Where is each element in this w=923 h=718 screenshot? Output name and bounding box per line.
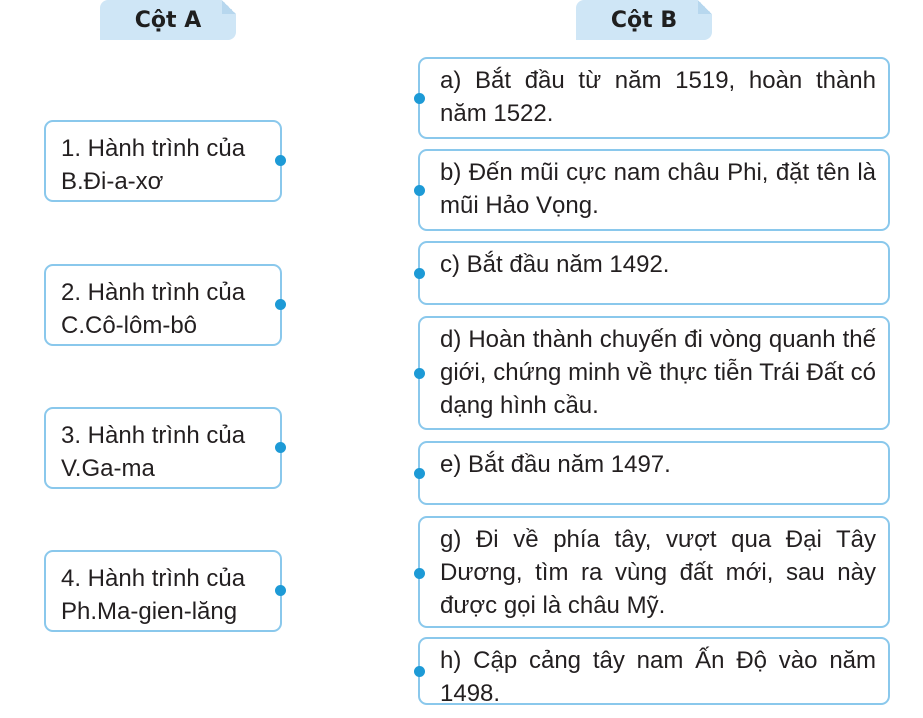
column-b-item-e[interactable] [418, 441, 890, 505]
explorer-name: C.Cô-lôm-bô [61, 312, 198, 339]
column-a-item-3[interactable] [44, 407, 282, 489]
connector-dot[interactable] [414, 468, 425, 479]
column-a-header: Cột A [100, 0, 236, 40]
item-label: 1. Hành trình của [61, 135, 246, 162]
column-b-item-g[interactable] [418, 516, 890, 628]
item-text: d) Hoàn thành chuyến đi vòng quanh thế giới, chứng minh về thực tiễn Trái Đất có dạng hình cầu. [440, 326, 876, 419]
column-a-item-4[interactable] [44, 550, 282, 632]
item-text: h) Cập cảng tây nam Ấn Độ vào năm 1498. [440, 647, 876, 707]
column-a-item-1[interactable] [44, 120, 282, 202]
connector-dot[interactable] [414, 568, 425, 579]
connector-dot[interactable] [275, 585, 286, 596]
item-text: e) Bắt đầu năm 1497. [440, 451, 671, 478]
connector-dot[interactable] [275, 299, 286, 310]
connector-dot[interactable] [414, 368, 425, 379]
column-b-item-h[interactable] [418, 637, 890, 705]
connector-dot[interactable] [414, 666, 425, 677]
item-text: b) Đến mũi cực nam châu Phi, đặt tên là mũi Hảo Vọng. [440, 159, 876, 219]
item-text: g) Đi về phía tây, vượt qua Đại Tây Dương, tìm ra vùng đất mới, sau này được gọi là châu Mỹ. [440, 526, 876, 619]
item-label: 4. Hành trình của [61, 565, 246, 592]
item-text: c) Bắt đầu năm 1492. [440, 251, 670, 278]
item-label: 3. Hành trình của [61, 422, 246, 449]
column-b-item-d[interactable] [418, 316, 890, 430]
column-b-item-a[interactable] [418, 57, 890, 139]
connector-dot[interactable] [414, 268, 425, 279]
explorer-name: V.Ga-ma [61, 455, 155, 482]
column-a-item-2[interactable] [44, 264, 282, 346]
column-b-item-c[interactable] [418, 241, 890, 305]
item-label: 2. Hành trình của [61, 279, 246, 306]
explorer-name: B.Đi-a-xơ [61, 168, 164, 195]
column-b-item-b[interactable] [418, 149, 890, 231]
connector-dot[interactable] [414, 185, 425, 196]
item-text: a) Bắt đầu từ năm 1519, hoàn thành năm 1522. [440, 67, 876, 127]
connector-dot[interactable] [414, 93, 425, 104]
explorer-name: Ph.Ma-gien-lăng [61, 598, 238, 625]
column-b-header: Cột B [576, 0, 712, 40]
connector-dot[interactable] [275, 155, 286, 166]
connector-dot[interactable] [275, 442, 286, 453]
